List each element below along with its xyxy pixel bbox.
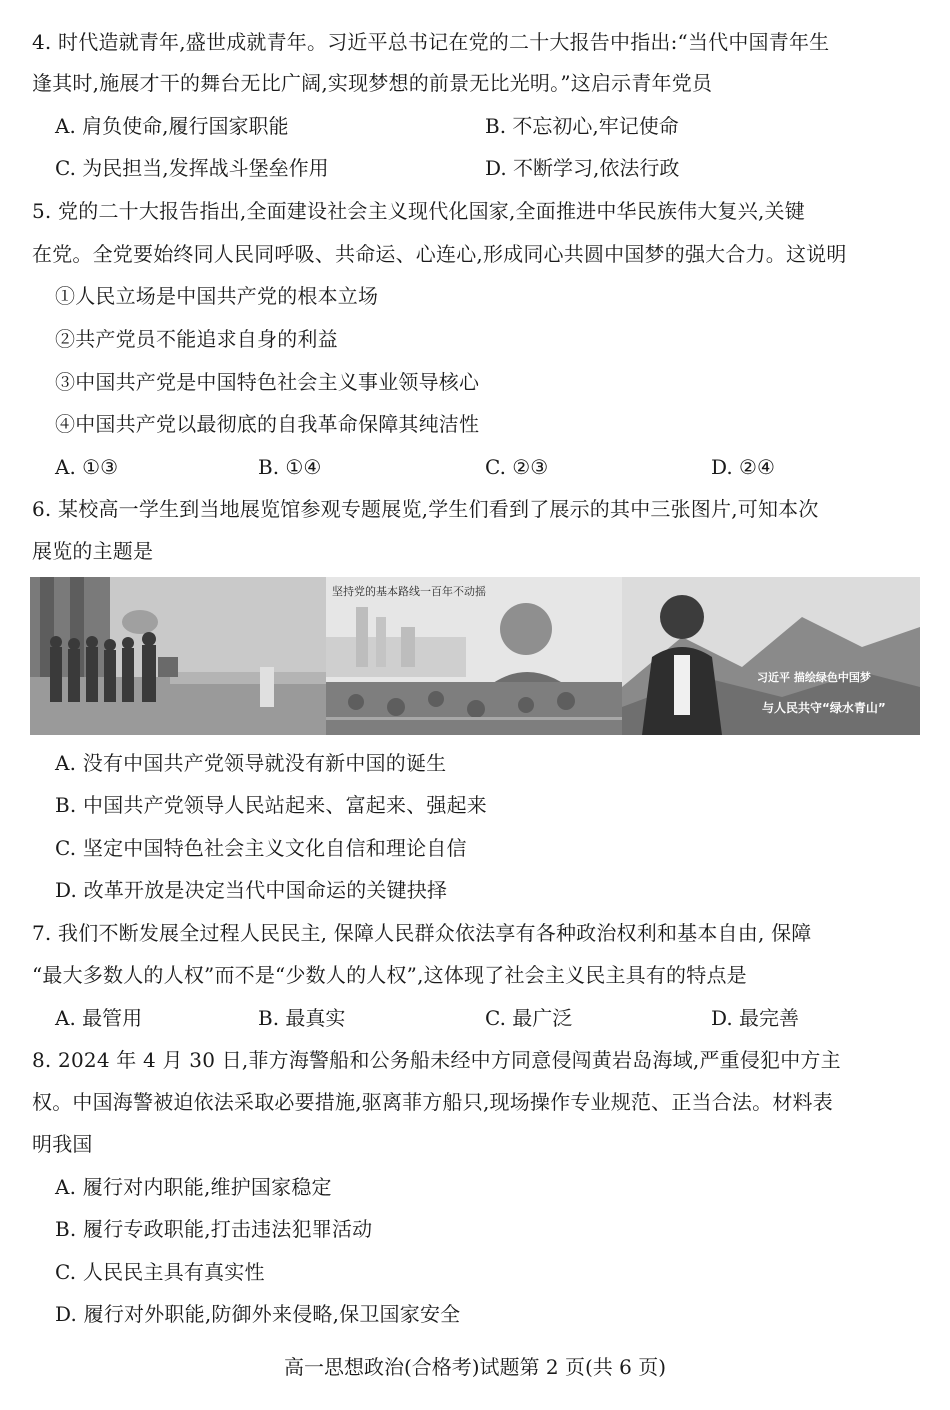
photo3-caption-1: 习近平 描绘绿色中国梦 <box>757 671 871 684</box>
q4-option-b[interactable]: B. 不忘初心,牢记使命 <box>485 114 679 138</box>
q4-stem-line2: 逢其时,施展才干的舞台无比广阔,实现梦想的前景无比光明。”这启示青年党员 <box>32 71 713 95</box>
q4-option-c[interactable]: C. 为民担当,发挥战斗堡垒作用 <box>55 156 329 180</box>
q8-option-d[interactable]: D. 履行对外职能,防御外来侵略,保卫国家安全 <box>55 1302 461 1326</box>
founding-ceremony-photo <box>30 577 326 735</box>
q6-option-a[interactable]: A. 没有中国共产党领导就没有新中国的诞生 <box>55 751 447 775</box>
q5-stem-line1: 5. 党的二十大报告指出,全面建设社会主义现代化国家,全面推进中华民族伟大复兴,关键 <box>32 199 805 223</box>
q5-statement-3: ③中国共产党是中国特色社会主义事业领导核心 <box>55 370 480 394</box>
q5-statement-2: ②共产党员不能追求自身的利益 <box>55 327 338 351</box>
q4-option-a[interactable]: A. 肩负使命,履行国家职能 <box>55 114 289 138</box>
page-footer: 高一思想政治(合格考)试题第 2 页(共 6 页) <box>283 1355 667 1379</box>
q7-option-d[interactable]: D. 最完善 <box>711 1006 800 1030</box>
q6-option-c[interactable]: C. 坚定中国特色社会主义文化自信和理论自信 <box>55 836 467 860</box>
q4-option-d[interactable]: D. 不断学习,依法行政 <box>485 156 680 180</box>
q7-stem-line2: “最大多数人的人权”而不是“少数人的人权”,这体现了社会主义民主具有的特点是 <box>32 963 747 987</box>
q5-statement-4: ④中国共产党以最彻底的自我革命保障其纯洁性 <box>55 412 480 436</box>
q5-option-c[interactable]: C. ②③ <box>485 455 549 479</box>
q6-stem-line1: 6. 某校高一学生到当地展览馆参观专题展览,学生们看到了展示的其中三张图片,可知本次 <box>32 497 819 521</box>
q8-stem-line1: 8. 2024 年 4 月 30 日,菲方海警船和公务船未经中方同意侵闯黄岩岛海域,严重侵犯中方主 <box>32 1048 841 1072</box>
reform-billboard-illustration <box>326 577 622 735</box>
q4-stem-line1: 4. 时代造就青年,盛世成就青年。习近平总书记在党的二十大报告中指出:“当代中国青年生 <box>32 30 830 54</box>
billboard-slogan: 坚持党的基本路线一百年不动摇 <box>332 585 486 598</box>
q5-option-d[interactable]: D. ②④ <box>711 455 775 479</box>
q7-option-a[interactable]: A. 最管用 <box>55 1006 143 1030</box>
q6-option-b[interactable]: B. 中国共产党领导人民站起来、富起来、强起来 <box>55 793 488 817</box>
reform-billboard-photo <box>326 577 622 735</box>
q5-option-b[interactable]: B. ①④ <box>258 455 322 479</box>
q8-stem-line3: 明我国 <box>32 1132 93 1156</box>
q6-option-d[interactable]: D. 改革开放是决定当代中国命运的关键抉择 <box>55 878 448 902</box>
q6-photo-strip <box>30 577 920 735</box>
green-china-photo <box>622 577 920 735</box>
photo3-caption-2: 与人民共守“绿水青山” <box>762 701 886 715</box>
q8-stem-line2: 权。中国海警被迫依法采取必要措施,驱离菲方船只,现场操作专业规范、正当合法。材料表 <box>32 1090 833 1114</box>
q8-option-a[interactable]: A. 履行对内职能,维护国家稳定 <box>55 1175 332 1199</box>
q5-stem-line2: 在党。全党要始终同人民同呼吸、共命运、心连心,形成同心共圆中国梦的强大合力。这说明 <box>32 242 847 266</box>
q7-option-b[interactable]: B. 最真实 <box>258 1006 346 1030</box>
q8-option-c[interactable]: C. 人民民主具有真实性 <box>55 1260 265 1284</box>
q8-option-b[interactable]: B. 履行专政职能,打击违法犯罪活动 <box>55 1217 373 1241</box>
q5-statement-1: ①人民立场是中国共产党的根本立场 <box>55 284 379 308</box>
q7-option-c[interactable]: C. 最广泛 <box>485 1006 573 1030</box>
founding-ceremony-illustration <box>30 577 326 735</box>
q7-stem-line1: 7. 我们不断发展全过程人民民主, 保障人民群众依法享有各种政治权利和基本自由, 保障 <box>32 921 812 945</box>
q5-option-a[interactable]: A. ①③ <box>55 455 119 479</box>
q6-stem-line2: 展览的主题是 <box>32 539 154 563</box>
